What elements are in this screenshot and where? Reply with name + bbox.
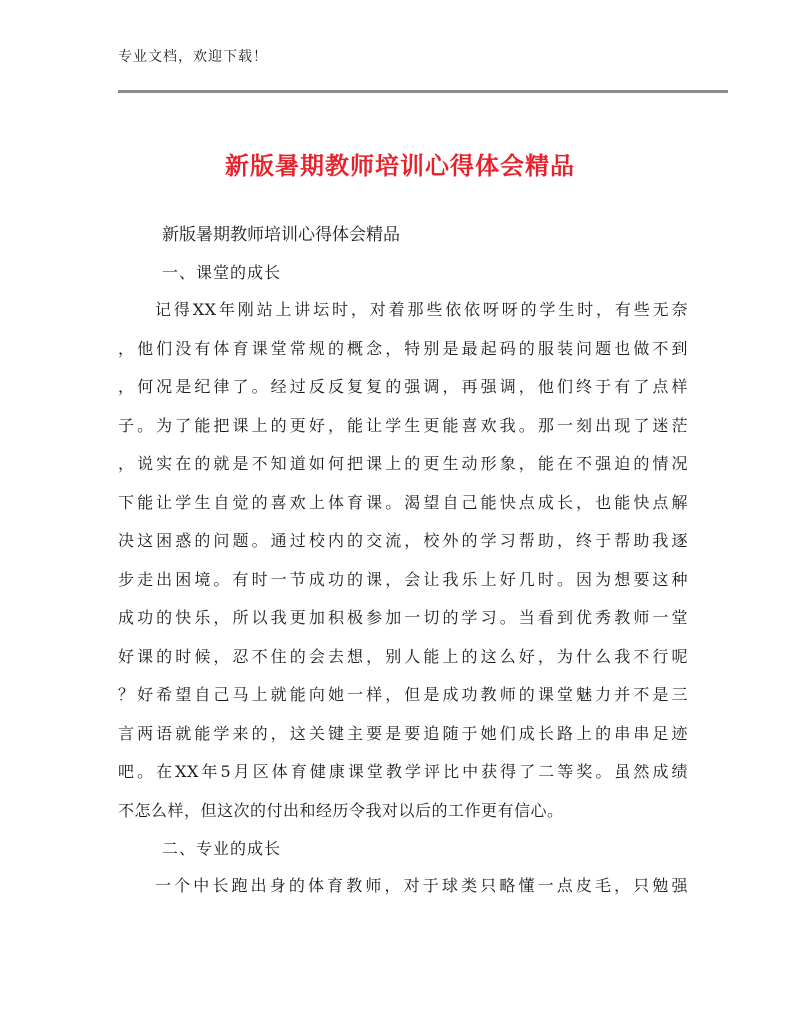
- paragraph-2: [118, 867, 688, 906]
- document-body: [118, 216, 688, 906]
- paragraph-line: ，他们没有体育课堂常规的概念，特别是最起码的服装问题也做不到: [118, 338, 688, 358]
- paragraph-line: ？好希望自己马上就能向她一样，但是成功教师的课堂魅力并不是三: [118, 685, 688, 704]
- paragraph-line: 好课的时候，忍不住的会去想，别人能上的这么好，为什么我不行呢: [118, 646, 688, 666]
- paragraph-line: 下能让学生自觉的喜欢上体育课。渴望自己能快点成长，也能快点解: [118, 492, 688, 512]
- document-title: 新版暑期教师培训心得体会精品: [225, 152, 575, 180]
- paragraph-1: [118, 291, 688, 830]
- paragraph-line: 决这困惑的问题。通过校内的交流，校外的学习帮助，终于帮助我逐: [118, 531, 688, 550]
- section-heading-1: 一、课堂的成长: [162, 263, 282, 282]
- paragraph-line: 言两语就能学来的，这关键主要是要追随于她们成长路上的串串足迹: [118, 723, 688, 743]
- paragraph-line: ，何况是纪律了。经过反反复复的强调，再强调，他们终于有了点样: [118, 377, 688, 396]
- paragraph-line: 子。为了能把课上的更好，能让学生更能喜欢我。那一刻出现了迷茫: [118, 415, 688, 435]
- document-subtitle: 新版暑期教师培训心得体会精品: [162, 225, 400, 245]
- paragraph-line: 记得XX年刚站上讲坛时，对着那些依依呀呀的学生时，有些无奈: [155, 300, 688, 319]
- paragraph-line: 成功的快乐，所以我更加积极参加一切的学习。当看到优秀教师一堂: [118, 608, 688, 627]
- page-header: 专业文档，欢迎下载！: [118, 49, 268, 65]
- paragraph-line: 不怎么样，但这次的付出和经历令我对以后的工作更有信心。: [118, 800, 564, 820]
- paragraph-line: ，说实在的就是不知道如何把课上的更生动形象，能在不强迫的情况: [118, 454, 688, 473]
- paragraph-line: 步走出困境。有时一节成功的课，会让我乐上好几时。因为想要这种: [118, 569, 688, 589]
- section-heading-2: 二、专业的成长: [162, 839, 282, 858]
- paragraph-line: 一个中长跑出身的体育教师，对于球类只略懂一点皮毛，只勉强: [155, 876, 688, 895]
- paragraph-line: 吧。在XX年5月区体育健康课堂教学评比中获得了二等奖。虽然成绩: [118, 762, 688, 781]
- header-divider: [118, 90, 728, 93]
